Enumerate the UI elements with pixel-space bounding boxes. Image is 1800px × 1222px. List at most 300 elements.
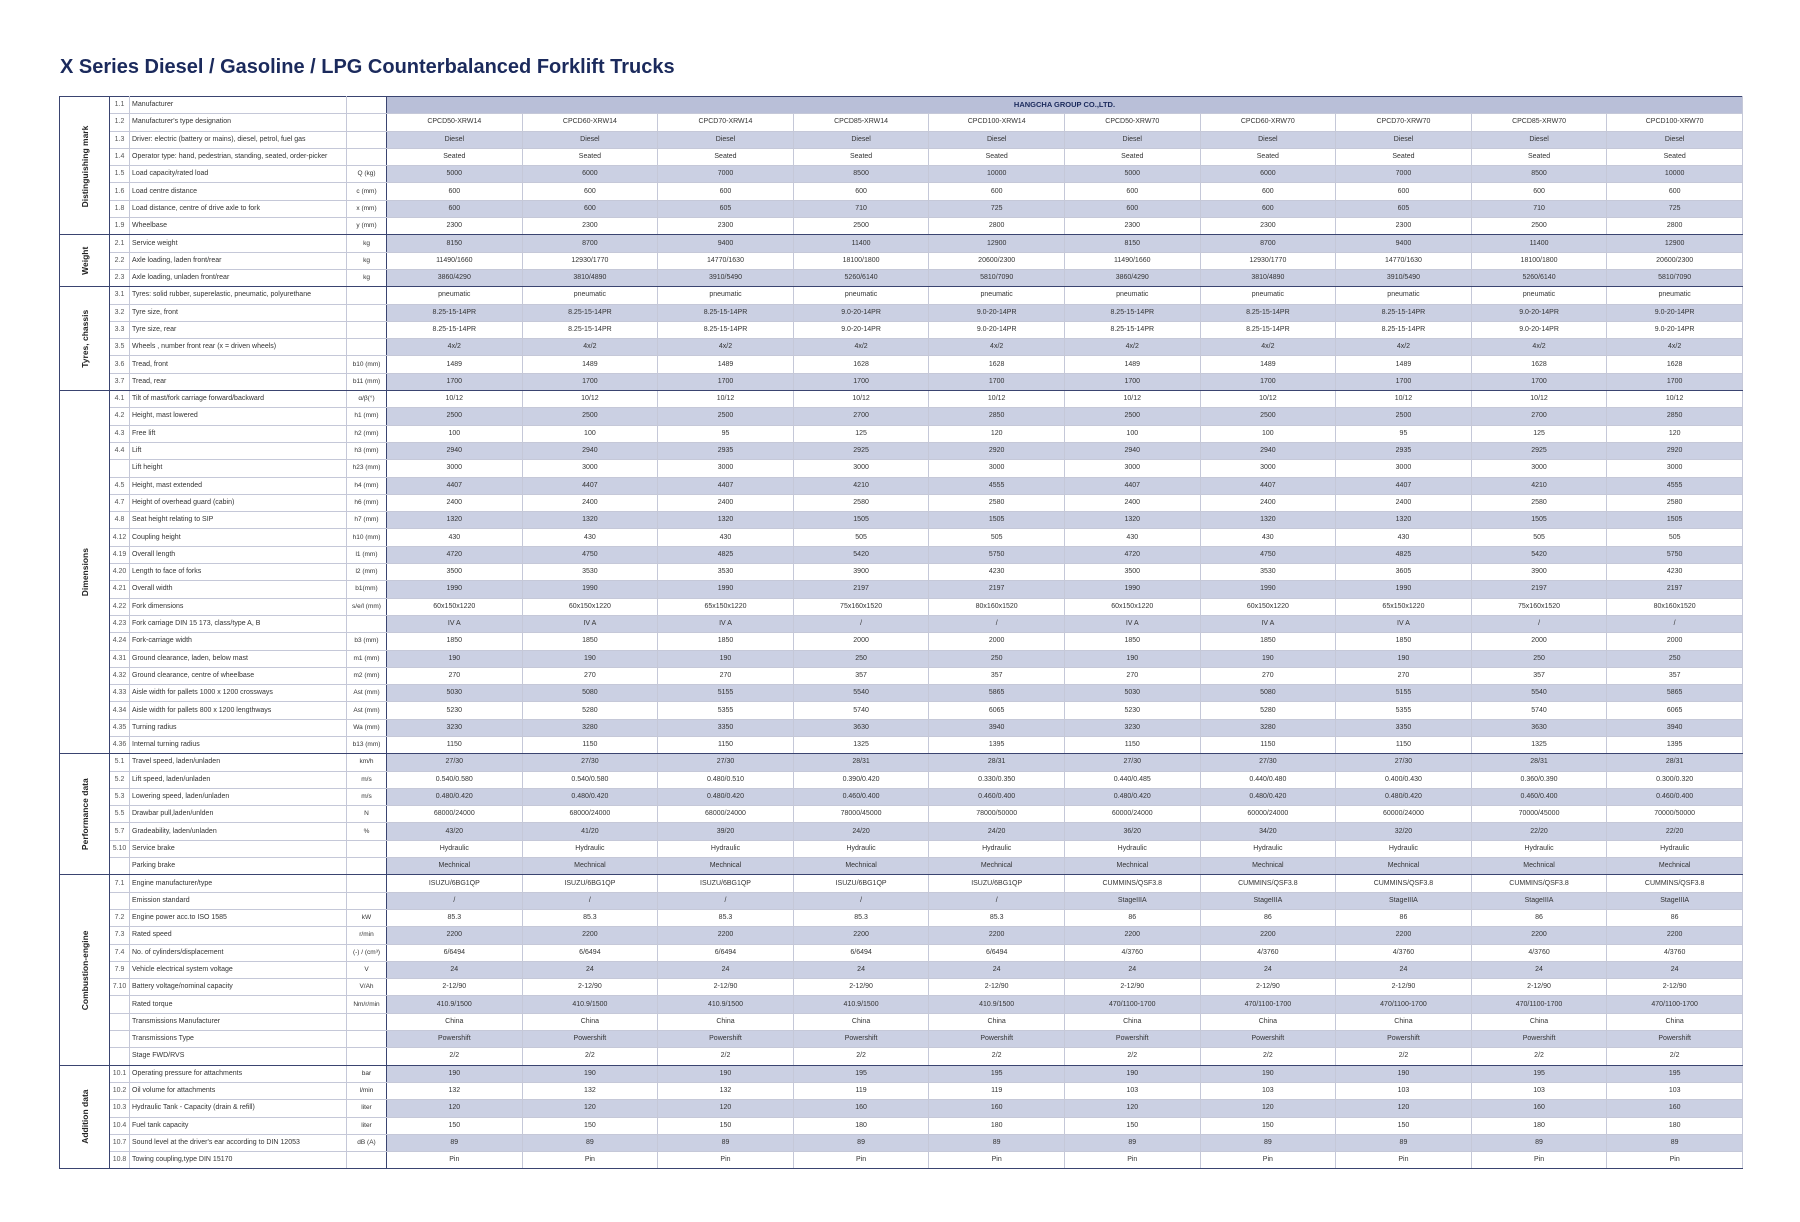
value-cell: 1489 (1200, 356, 1336, 373)
value-cell: 86 (1607, 909, 1743, 926)
value-cell: 1320 (387, 512, 523, 529)
value-cell: 10/12 (1471, 391, 1607, 408)
value-cell: / (793, 892, 929, 909)
row-number: 10.3 (110, 1100, 130, 1117)
value-cell: 3910/5490 (1336, 269, 1472, 286)
value-cell: 600 (793, 183, 929, 200)
value-cell: 3350 (1336, 719, 1472, 736)
row-number: 4.21 (110, 581, 130, 598)
row-unit: dB (A) (347, 1134, 387, 1151)
row-unit: h3 (mm) (347, 442, 387, 459)
spec-row (60, 373, 1743, 390)
value-cell: 1700 (1200, 373, 1336, 390)
value-cell: 195 (1607, 1065, 1743, 1082)
value-cell: 2-12/90 (1471, 979, 1607, 996)
row-label: Service brake (130, 840, 347, 857)
value-cell: IV A (1064, 615, 1200, 632)
value-cell: 190 (522, 650, 658, 667)
value-cell: 190 (1064, 1065, 1200, 1082)
row-number: 7.9 (110, 961, 130, 978)
value-cell: 3530 (522, 564, 658, 581)
value-cell: 600 (929, 183, 1065, 200)
value-cell: 3000 (1471, 460, 1607, 477)
value-cell: 4x/2 (1471, 339, 1607, 356)
row-label: Hydraulic Tank - Capacity (drain & refill) (130, 1100, 347, 1117)
row-unit: m1 (mm) (347, 650, 387, 667)
value-cell: 3230 (387, 719, 523, 736)
value-cell: 410.9/1500 (387, 996, 523, 1013)
row-number: 5.7 (110, 823, 130, 840)
value-cell: 5155 (658, 685, 794, 702)
value-cell: Seated (1471, 148, 1607, 165)
value-cell: CUMMINS/QSF3.8 (1607, 875, 1743, 892)
value-cell: 100 (1200, 425, 1336, 442)
value-cell: 3940 (1607, 719, 1743, 736)
value-cell: 3500 (1064, 564, 1200, 581)
value-cell: 4230 (929, 564, 1065, 581)
value-cell: 4/3760 (1471, 944, 1607, 961)
row-label: Axle loading, unladen front/rear (130, 269, 347, 286)
value-cell: 6/6494 (658, 944, 794, 961)
row-label: Load centre distance (130, 183, 347, 200)
value-cell: Hydraulic (1200, 840, 1336, 857)
value-cell: 2200 (793, 927, 929, 944)
value-cell: 9.0-20-14PR (793, 304, 929, 321)
row-number: 4.24 (110, 633, 130, 650)
value-cell: 5810/7090 (929, 269, 1065, 286)
value-cell: 89 (929, 1134, 1065, 1151)
row-label: Battery voltage/nominal capacity (130, 979, 347, 996)
value-cell: 2/2 (1607, 1048, 1743, 1065)
value-cell: 4407 (1336, 477, 1472, 494)
row-unit: Nm/r/min (347, 996, 387, 1013)
value-cell: 250 (1471, 650, 1607, 667)
value-cell: pneumatic (1471, 287, 1607, 304)
value-cell: China (1336, 1013, 1472, 1030)
row-label: Manufacturer's type designation (130, 114, 347, 131)
value-cell: 2/2 (1336, 1048, 1472, 1065)
value-cell: 24 (522, 961, 658, 978)
value-cell: 3000 (522, 460, 658, 477)
row-number (110, 892, 130, 909)
value-cell: 1700 (1471, 373, 1607, 390)
value-cell: 89 (793, 1134, 929, 1151)
value-cell: 89 (658, 1134, 794, 1151)
value-cell: 3500 (387, 564, 523, 581)
value-cell: 1320 (1336, 512, 1472, 529)
row-unit: km/h (347, 754, 387, 771)
value-cell: Hydraulic (522, 840, 658, 857)
value-cell: 1850 (1200, 633, 1336, 650)
value-cell: 2850 (1607, 408, 1743, 425)
value-cell: 4210 (793, 477, 929, 494)
value-cell: 600 (1200, 200, 1336, 217)
value-cell: 11400 (1471, 235, 1607, 252)
spec-row (60, 114, 1743, 131)
spec-row (60, 944, 1743, 961)
value-cell: 3900 (1471, 564, 1607, 581)
value-cell: 4x/2 (522, 339, 658, 356)
value-cell: 180 (1607, 1117, 1743, 1134)
row-label: Emission standard (130, 892, 347, 909)
value-cell: 2920 (1607, 442, 1743, 459)
row-label: Towing coupling,type DIN 15170 (130, 1152, 347, 1169)
value-cell: 2/2 (1200, 1048, 1336, 1065)
value-cell: 1700 (929, 373, 1065, 390)
value-cell: Powershift (387, 1031, 523, 1048)
spec-row (60, 633, 1743, 650)
value-cell: 10000 (929, 166, 1065, 183)
row-unit: m/s (347, 771, 387, 788)
value-cell: 86 (1064, 909, 1200, 926)
value-cell: 85.3 (929, 909, 1065, 926)
value-cell: 3605 (1336, 564, 1472, 581)
value-cell: pneumatic (658, 287, 794, 304)
value-cell: Seated (1064, 148, 1200, 165)
row-unit (347, 304, 387, 321)
value-cell: 6/6494 (387, 944, 523, 961)
spec-row (60, 1048, 1743, 1065)
value-cell: 357 (929, 667, 1065, 684)
value-cell: 270 (658, 667, 794, 684)
spec-row (60, 909, 1743, 926)
value-cell: 2935 (658, 442, 794, 459)
value-cell: 14770/1630 (658, 252, 794, 269)
value-cell: 6000 (1200, 166, 1336, 183)
row-unit: Wa (mm) (347, 719, 387, 736)
value-cell: 1489 (387, 356, 523, 373)
value-cell: 75x160x1520 (1471, 598, 1607, 615)
row-unit: (-) / (cm³) (347, 944, 387, 961)
value-cell: 0.540/0.580 (387, 771, 523, 788)
value-cell: China (658, 1013, 794, 1030)
row-unit (347, 875, 387, 892)
spec-row (60, 806, 1743, 823)
value-cell: 2-12/90 (1336, 979, 1472, 996)
row-unit (347, 339, 387, 356)
row-unit: % (347, 823, 387, 840)
spec-row (60, 304, 1743, 321)
row-unit: h4 (mm) (347, 477, 387, 494)
row-unit: kg (347, 252, 387, 269)
value-cell: 2000 (793, 633, 929, 650)
value-cell: 8700 (1200, 235, 1336, 252)
value-cell: 8.25-15-14PR (1064, 304, 1200, 321)
value-cell: CUMMINS/QSF3.8 (1064, 875, 1200, 892)
value-cell: Powershift (1471, 1031, 1607, 1048)
value-cell: 1150 (1200, 736, 1336, 753)
value-cell: StageIIIA (1064, 892, 1200, 909)
value-cell: 1990 (1200, 581, 1336, 598)
value-cell: China (929, 1013, 1065, 1030)
spec-row (60, 598, 1743, 615)
value-cell: Mechnical (1336, 858, 1472, 875)
row-unit: h2 (mm) (347, 425, 387, 442)
value-cell: 24 (929, 961, 1065, 978)
value-cell: 600 (1064, 200, 1200, 217)
value-cell: 2940 (522, 442, 658, 459)
row-unit: V/Ah (347, 979, 387, 996)
value-cell: Diesel (1471, 131, 1607, 148)
row-number: 5.10 (110, 840, 130, 857)
row-label: Lift height (130, 460, 347, 477)
value-cell: 1320 (522, 512, 658, 529)
row-label: Wheelbase (130, 218, 347, 235)
value-cell: 12930/1770 (522, 252, 658, 269)
value-cell: 6/6494 (522, 944, 658, 961)
value-cell: Pin (658, 1152, 794, 1169)
row-label: Height, mast lowered (130, 408, 347, 425)
row-label: Tyre size, rear (130, 321, 347, 338)
value-cell: 2-12/90 (658, 979, 794, 996)
value-cell: Powershift (1607, 1031, 1743, 1048)
value-cell: 1990 (522, 581, 658, 598)
value-cell: 430 (387, 529, 523, 546)
spec-row (60, 1117, 1743, 1134)
value-cell: 0.360/0.390 (1471, 771, 1607, 788)
value-cell: 5230 (1064, 702, 1200, 719)
value-cell: 39/20 (658, 823, 794, 840)
row-label: Tilt of mast/fork carriage forward/backward (130, 391, 347, 408)
value-cell: 10/12 (387, 391, 523, 408)
spec-row (60, 892, 1743, 909)
value-cell: China (387, 1013, 523, 1030)
value-cell: 6065 (929, 702, 1065, 719)
value-cell: 8.25-15-14PR (1336, 321, 1472, 338)
row-unit (347, 114, 387, 131)
value-cell: 190 (387, 650, 523, 667)
value-cell: 270 (1200, 667, 1336, 684)
value-cell: 1505 (1607, 512, 1743, 529)
value-cell: 1990 (387, 581, 523, 598)
row-label: Tread, rear (130, 373, 347, 390)
value-cell: China (1064, 1013, 1200, 1030)
value-cell: 5355 (658, 702, 794, 719)
value-cell: 430 (658, 529, 794, 546)
value-cell: 100 (387, 425, 523, 442)
row-number: 7.10 (110, 979, 130, 996)
value-cell: 8.25-15-14PR (1064, 321, 1200, 338)
value-cell: 119 (929, 1082, 1065, 1099)
row-label: Service weight (130, 235, 347, 252)
value-cell: 8150 (387, 235, 523, 252)
row-unit (347, 840, 387, 857)
value-cell: 4230 (1607, 564, 1743, 581)
value-cell: 3940 (929, 719, 1065, 736)
value-cell: 4/3760 (1200, 944, 1336, 961)
value-cell: 1628 (929, 356, 1065, 373)
row-label: Ground clearance, laden, below mast (130, 650, 347, 667)
value-cell: 1150 (658, 736, 794, 753)
value-cell: 27/30 (522, 754, 658, 771)
value-cell: 505 (793, 529, 929, 546)
value-cell: IV A (1336, 615, 1472, 632)
value-cell: 2197 (1471, 581, 1607, 598)
value-cell: 2200 (522, 927, 658, 944)
spec-row (60, 235, 1743, 252)
value-cell: 3000 (658, 460, 794, 477)
row-label: Height, mast extended (130, 477, 347, 494)
value-cell: 65x150x1220 (1336, 598, 1472, 615)
value-cell: 2400 (1064, 494, 1200, 511)
value-cell: 5750 (929, 546, 1065, 563)
value-cell: 89 (1471, 1134, 1607, 1151)
row-label: No. of cylinders/displacement (130, 944, 347, 961)
value-cell: 195 (929, 1065, 1065, 1082)
value-cell: 6/6494 (929, 944, 1065, 961)
row-number: 4.1 (110, 391, 130, 408)
value-cell: 150 (658, 1117, 794, 1134)
value-cell: 2300 (1064, 218, 1200, 235)
value-cell: China (1607, 1013, 1743, 1030)
value-cell: Mechnical (387, 858, 523, 875)
value-cell: 4555 (1607, 477, 1743, 494)
value-cell: 180 (1471, 1117, 1607, 1134)
value-cell: 10/12 (793, 391, 929, 408)
value-cell: 5080 (1200, 685, 1336, 702)
value-cell: 24 (658, 961, 794, 978)
row-unit: l2 (mm) (347, 564, 387, 581)
row-unit: α/β(°) (347, 391, 387, 408)
value-cell: 8.25-15-14PR (1336, 304, 1472, 321)
value-cell: 410.9/1500 (522, 996, 658, 1013)
row-unit: h23 (mm) (347, 460, 387, 477)
spec-row (60, 1100, 1743, 1117)
value-cell: Diesel (387, 131, 523, 148)
spec-row (60, 529, 1743, 546)
value-cell: 1850 (1064, 633, 1200, 650)
row-label: Lift (130, 442, 347, 459)
value-cell: 710 (1471, 200, 1607, 217)
row-number: 4.7 (110, 494, 130, 511)
value-cell: 0.460/0.400 (929, 788, 1065, 805)
value-cell: Pin (929, 1152, 1065, 1169)
value-cell: 4825 (658, 546, 794, 563)
value-cell: 8500 (793, 166, 929, 183)
row-label: Tyres: solid rubber, superelastic, pneumatic, polyurethane (130, 287, 347, 304)
value-cell: 1395 (1607, 736, 1743, 753)
value-cell: 10/12 (1064, 391, 1200, 408)
value-cell: 65x150x1220 (658, 598, 794, 615)
row-unit: b1(mm) (347, 581, 387, 598)
row-label: Gradeability, laden/unladen (130, 823, 347, 840)
value-cell: 1700 (793, 373, 929, 390)
value-cell: 10/12 (522, 391, 658, 408)
row-label: Height of overhead guard (cabin) (130, 494, 347, 511)
value-cell: 2200 (1336, 927, 1472, 944)
row-label: Rated torque (130, 996, 347, 1013)
value-cell: 20600/2300 (1607, 252, 1743, 269)
value-cell: Pin (1064, 1152, 1200, 1169)
value-cell: 125 (793, 425, 929, 442)
value-cell: 190 (658, 650, 794, 667)
group-label: Weight (60, 235, 110, 287)
value-cell: 12900 (929, 235, 1065, 252)
value-cell: / (1471, 615, 1607, 632)
value-cell: / (929, 892, 1065, 909)
value-cell: 4/3760 (1607, 944, 1743, 961)
value-cell: 0.480/0.420 (1064, 788, 1200, 805)
spec-row (60, 1013, 1743, 1030)
value-cell: 2800 (929, 218, 1065, 235)
value-cell: 8700 (522, 235, 658, 252)
value-cell: 2500 (658, 408, 794, 425)
value-cell: 2920 (929, 442, 1065, 459)
value-cell: 270 (1336, 667, 1472, 684)
value-cell: Mechnical (658, 858, 794, 875)
row-number: 3.7 (110, 373, 130, 390)
spec-row (60, 425, 1743, 442)
row-unit: V (347, 961, 387, 978)
value-cell: 725 (929, 200, 1065, 217)
row-number: 4.3 (110, 425, 130, 442)
value-cell: Pin (1471, 1152, 1607, 1169)
spec-row (60, 269, 1743, 286)
value-cell: 2200 (1607, 927, 1743, 944)
value-cell: StageIIIA (1336, 892, 1472, 909)
row-unit (347, 287, 387, 304)
value-cell: 8.25-15-14PR (387, 304, 523, 321)
value-cell: 5280 (522, 702, 658, 719)
value-cell: China (522, 1013, 658, 1030)
value-cell: 100 (522, 425, 658, 442)
row-number: 4.4 (110, 442, 130, 459)
value-cell: 6/6494 (793, 944, 929, 961)
row-number: 1.8 (110, 200, 130, 217)
value-cell: StageIIIA (1200, 892, 1336, 909)
value-cell: 2800 (1607, 218, 1743, 235)
value-cell: 1320 (1064, 512, 1200, 529)
row-label: Oil volume for attachments (130, 1082, 347, 1099)
value-cell: 1489 (1064, 356, 1200, 373)
value-cell: Mechnical (522, 858, 658, 875)
row-label: Turning radius (130, 719, 347, 736)
value-cell: 5030 (1064, 685, 1200, 702)
value-cell: 3530 (658, 564, 794, 581)
value-cell: Hydraulic (387, 840, 523, 857)
row-number: 4.12 (110, 529, 130, 546)
value-cell: 2197 (1607, 581, 1743, 598)
value-cell: 9400 (1336, 235, 1472, 252)
value-cell: 7000 (658, 166, 794, 183)
value-cell: Mechnical (929, 858, 1065, 875)
row-unit: b11 (mm) (347, 373, 387, 390)
value-cell: 0.540/0.580 (522, 771, 658, 788)
value-cell: 2000 (1471, 633, 1607, 650)
row-unit: h1 (mm) (347, 408, 387, 425)
value-cell: 4720 (387, 546, 523, 563)
row-number: 1.1 (110, 97, 130, 114)
spec-row (60, 477, 1743, 494)
value-cell: 4750 (1200, 546, 1336, 563)
row-label: Stage FWD/RVS (130, 1048, 347, 1065)
row-number: 3.6 (110, 356, 130, 373)
value-cell: CUMMINS/QSF3.8 (1200, 875, 1336, 892)
value-cell: CPCD70-XRW70 (1336, 114, 1472, 131)
value-cell: / (793, 615, 929, 632)
value-cell: 5740 (1471, 702, 1607, 719)
value-cell: 2200 (658, 927, 794, 944)
value-cell: 0.480/0.510 (658, 771, 794, 788)
value-cell: CPCD100-XRW14 (929, 114, 1065, 131)
row-number: 5.1 (110, 754, 130, 771)
spec-row (60, 702, 1743, 719)
value-cell: Mechnical (1471, 858, 1607, 875)
value-cell: 180 (929, 1117, 1065, 1134)
value-cell: 2/2 (658, 1048, 794, 1065)
value-cell: IV A (658, 615, 794, 632)
value-cell: 10/12 (929, 391, 1065, 408)
